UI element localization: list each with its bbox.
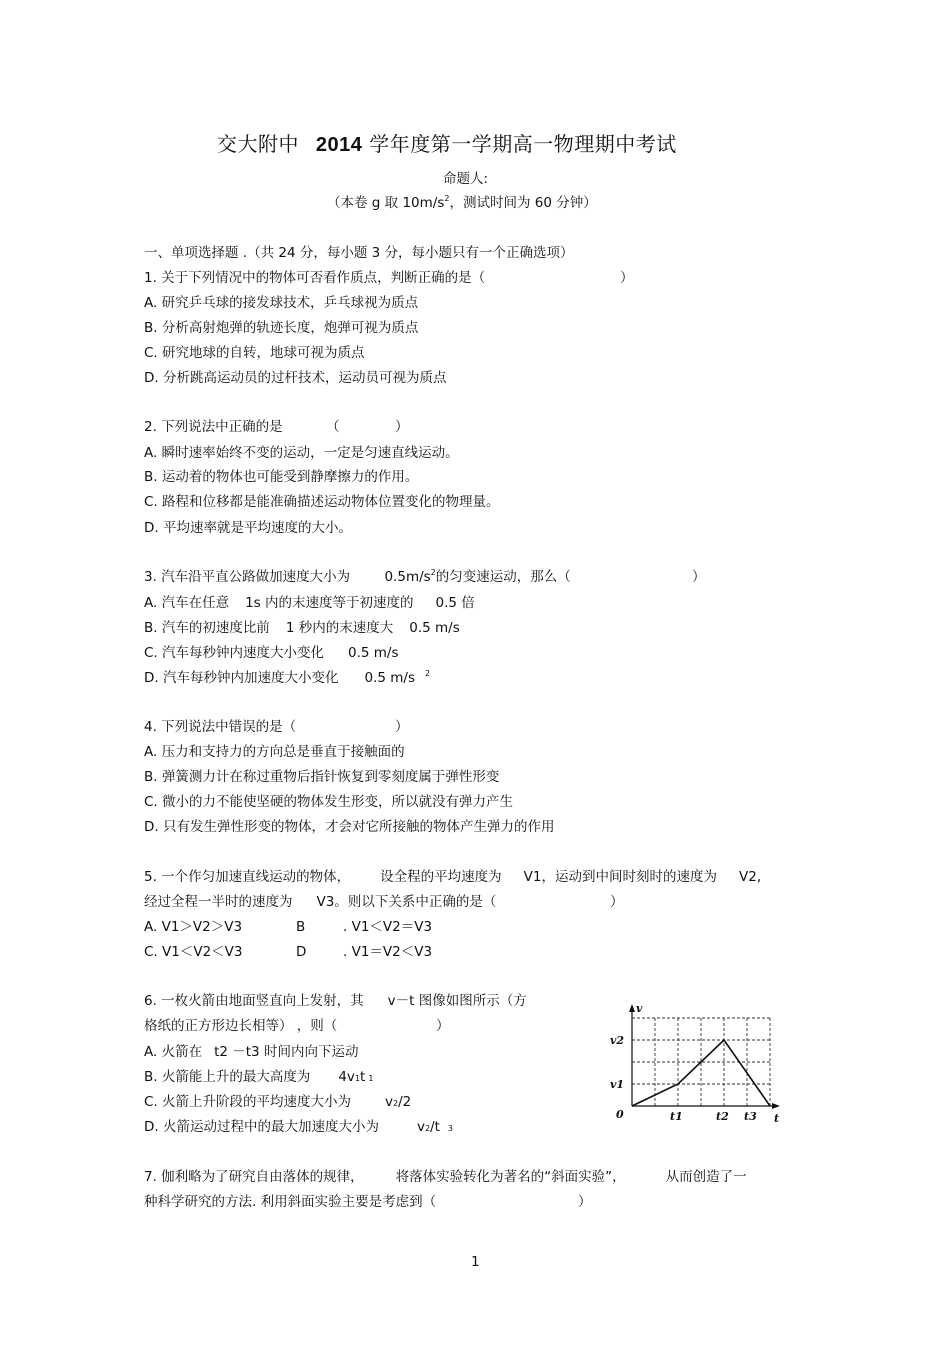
note-sup: 2	[444, 194, 450, 203]
q6-b-2: 4v	[338, 1069, 355, 1085]
q6-c-1: C. 火箭上升阶段的平均速度大小为	[144, 1094, 352, 1110]
page-number: 1	[471, 1254, 480, 1270]
title-text: 学年度第一学期高一物理期中考试	[369, 132, 677, 156]
question-5-close: ）	[610, 894, 624, 910]
question-5-option-b: . V1＜V2＝V3	[343, 919, 433, 935]
question-4-close: ）	[395, 719, 409, 735]
q7-l1-a: 7. 伽利略为了研究自由落体的规律，	[144, 1169, 364, 1185]
question-3-stem	[144, 568, 571, 586]
question-7-close: ）	[578, 1194, 592, 1210]
question-2-option-b: B. 运动着的物体也可能受到静摩擦力的作用。	[144, 469, 419, 485]
q3-d-1: D. 汽车每秒钟内加速度大小变化	[144, 670, 339, 686]
origin-label: 0	[616, 1108, 624, 1121]
question-3-option-b	[144, 619, 460, 637]
question-2-option-d: D. 平均速率就是平均速度的大小。	[144, 520, 352, 536]
question-6-option-c	[144, 1093, 411, 1113]
note-text-a: （本卷 g 取 10m/s	[327, 195, 445, 211]
q5-l1-d: V2,	[739, 869, 762, 885]
q5-l2-a: 经过全程一半时的速度为	[144, 894, 293, 910]
question-1-option-d: D. 分析跳高运动员的过杆技术，运动员可视为质点	[144, 370, 447, 386]
q3-d-sup: 2	[424, 669, 431, 678]
q6-d-4: /t	[430, 1119, 440, 1135]
v1-label: v1	[610, 1078, 625, 1091]
author-line: 命题人:	[443, 171, 489, 187]
question-5-line-1	[144, 868, 761, 886]
question-5-option-d-letter: D	[296, 944, 307, 960]
question-5-option-c: C. V1＜V2＜V3	[144, 944, 243, 960]
question-3-close: ）	[692, 569, 706, 585]
q6-l1-b: v－t 图像如图所示（方	[387, 993, 527, 1009]
question-3-stem-b: 0.5m/s	[384, 569, 431, 585]
question-6-close: ）	[436, 1018, 450, 1034]
question-2-open: （	[326, 419, 340, 435]
q5-l1-b: 设全程的平均速度为	[380, 869, 502, 885]
q6-d-3: 2	[424, 1124, 431, 1133]
question-4-option-b: B. 弹簧测力计在称过重物后指针恢复到零刻度属于弹性形变	[144, 769, 500, 785]
q3-d-2: 0.5 m/s	[364, 670, 415, 686]
q3-b-1: B. 汽车的初速度比前	[144, 620, 270, 636]
q6-l1-a: 6. 一枚火箭由地面竖直向上发射，其	[144, 993, 364, 1009]
q6-a-2: t2 －t3 时间内向下运动	[214, 1044, 359, 1060]
q5-l1-c: V1，运动到中间时刻时的速度为	[523, 869, 717, 885]
t2-label: t2	[716, 1110, 729, 1123]
q3-c-2: 0.5 m/s	[348, 645, 399, 661]
question-3-stem-c: 的匀变速运动，那么（	[435, 569, 571, 585]
q6-d-1: D. 火箭运动过程中的最大加速度大小为	[144, 1119, 379, 1135]
question-3-option-d	[144, 669, 430, 687]
question-2-close: ）	[395, 419, 409, 435]
question-6-line-1	[144, 992, 527, 1010]
question-7-line-1	[144, 1168, 747, 1186]
q5-l1-a: 5. 一个作匀加速直线运动的物体，	[144, 869, 351, 885]
question-6-option-b	[144, 1068, 373, 1088]
question-1-close: ）	[620, 270, 634, 286]
v-axis-arrow-icon	[629, 1004, 635, 1012]
question-3-stem-a: 3. 汽车沿平直公路做加速度大小为	[144, 569, 351, 585]
question-3-option-a	[144, 594, 475, 612]
question-2-option-a: A. 瞬时速率始终不变的运动，一定是匀速直线运动。	[144, 445, 459, 461]
axis-t-label: t	[774, 1112, 780, 1125]
q6-b-1: B. 火箭能上升的最大高度为	[144, 1069, 311, 1085]
question-1-stem: 1. 关于下列情况中的物体可否看作质点，判断正确的是（	[144, 270, 486, 286]
question-2-stem: 2. 下列说法中正确的是	[144, 419, 283, 435]
note-text-b: ，测试时间为 60 分钟）	[449, 195, 597, 211]
v2-label: v2	[610, 1034, 625, 1047]
q3-b-2: 1 秒内的末速度大	[285, 620, 394, 636]
axis-v-label: v	[636, 1002, 643, 1015]
exam-note	[327, 194, 597, 212]
question-4-option-c: C. 微小的力不能使坚硬的物体发生形变，所以就没有弹力产生	[144, 794, 514, 810]
q3-c-1: C. 汽车每秒钟内速度大小变化	[144, 645, 325, 661]
question-4-stem: 4. 下列说法中错误的是（	[144, 719, 297, 735]
question-2-option-c: C. 路程和位移都是能准确描述运动物体位置变化的物理量。	[144, 494, 500, 510]
q6-c-2: v	[385, 1094, 394, 1110]
t-axis-arrow-icon	[772, 1103, 780, 1109]
question-5-option-b-letter: B	[296, 919, 306, 935]
q3-a-2: 1s 内的末速度等于初速度的	[245, 595, 414, 611]
q5-l2-b: V3。则以下关系中正确的是（	[316, 894, 497, 910]
q6-b-4: t	[360, 1069, 366, 1085]
q6-b-5: 1	[368, 1074, 374, 1083]
q6-d-2: v	[416, 1119, 425, 1135]
t3-label: t3	[744, 1110, 757, 1123]
question-1-option-a: A. 研究乒乓球的接发球技术，乒乓球视为质点	[144, 295, 419, 311]
t1-label: t1	[670, 1110, 683, 1123]
section-heading: 一、单项选择题 .（共 24 分，每小题 3 分，每小题只有一个正确选项）	[144, 245, 574, 261]
title-year: 2014	[315, 134, 363, 156]
question-3-option-c	[144, 644, 399, 662]
q7-l1-c: 从而创造了一	[665, 1169, 747, 1185]
question-4-option-a: A. 压力和支持力的方向总是垂直于接触面的	[144, 744, 405, 760]
q6-d-5: 3	[447, 1124, 454, 1133]
q6-c-3: 2	[393, 1099, 399, 1108]
question-5-option-a: A. V1＞V2＞V3	[144, 919, 243, 935]
q6-b-3: 1	[354, 1074, 361, 1083]
title-school: 交大附中	[217, 132, 299, 156]
question-1-option-b: B. 分析高射炮弹的轨迹长度，炮弹可视为质点	[144, 320, 419, 336]
q3-a-1: A. 汽车在任意	[144, 595, 230, 611]
q3-b-3: 0.5 m/s	[409, 620, 460, 636]
question-3-sup: 2	[430, 568, 436, 577]
q7-l1-b: 将落体实验转化为著名的“斜面实验”，	[395, 1169, 626, 1185]
question-7-line-2: 种科学研究的方法. 利用斜面实验主要是考虑到（	[144, 1194, 437, 1210]
question-6-line-2: 格纸的正方形边长相等） ，则（	[144, 1018, 338, 1034]
question-5-option-d: . V1＝V2＜V3	[343, 944, 433, 960]
q3-a-3: 0.5 倍	[435, 595, 475, 611]
question-1-option-c: C. 研究地球的自转，地球可视为质点	[144, 345, 365, 361]
question-4-option-d: D. 只有发生弹性形变的物体，才会对它所接触的物体产生弹力的作用	[144, 819, 555, 835]
exam-title	[217, 128, 677, 157]
q6-c-4: /2	[398, 1094, 412, 1110]
velocity-time-graph	[606, 1000, 786, 1128]
q6-a-1: A. 火箭在	[144, 1044, 203, 1060]
question-6-option-a	[144, 1043, 358, 1061]
question-5-line-2	[144, 893, 496, 911]
question-6-option-d	[144, 1118, 453, 1138]
